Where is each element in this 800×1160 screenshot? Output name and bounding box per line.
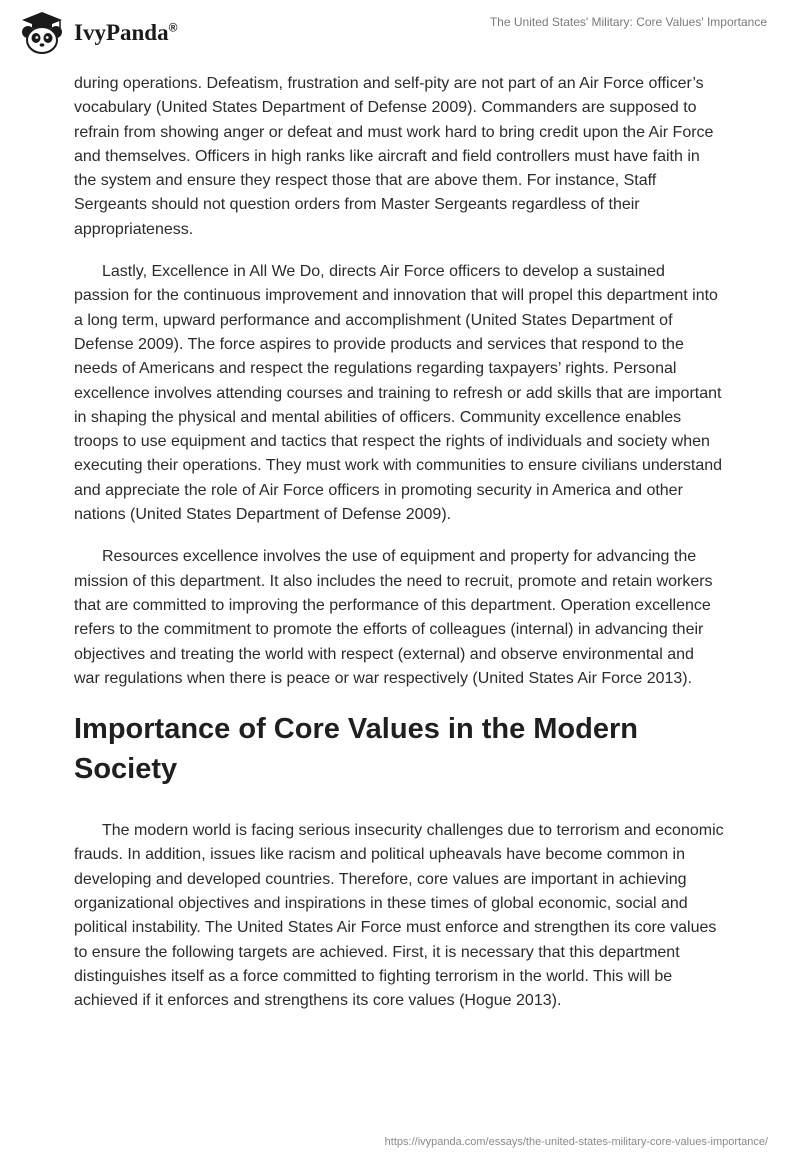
paragraph-1: during operations. Defeatism, frustration and self-pity are not part of an Air Force officer’s vocabulary (United States Department of Defense 2009). Commanders are supposed to refrain from showing anger or defeat and must work hard to bring credit upon the Air Force and themselves. Officers in high ranks like aircraft and field controllers must have faith in the system and ensure they respect those that are above them. For instance, Staff Sergeants should not question orders from Master Sergeants regardless of their appropriateness. [74, 75, 714, 238]
running-header-title: The United States' Military: Core Values' Importance [489, 15, 767, 29]
brand-name: IvyPanda [74, 20, 169, 45]
paragraph-4: The modern world is facing serious insecurity challenges due to terrorism and economic frauds. In addition, issues like racism and political upheavals have become common in developing and developed countries. Therefore, core values are important in achieving organizational objectives and inspirations in these times of global economic, social and political instability. The United States Air Force must enforce and strengthen its core values to ensure the following targets are achieved. First, it is necessary that this department distinguishes itself as a force committed to fighting terrorism in the world. This will be achieved if it enforces and strengthens its core values (Hogue 2013). [74, 822, 724, 1010]
brand-registered-mark: ® [168, 20, 178, 35]
footer-url[interactable]: https://ivypanda.com/essays/the-united-states-military-core-values-importance/ [384, 1136, 768, 1148]
essay-content [74, 72, 724, 1032]
brand-logo[interactable] [14, 10, 177, 56]
section-heading: Importance of Core Values in the Modern Society [74, 713, 638, 786]
paragraph-2: Lastly, Excellence in All We Do, directs Air Force officers to develop a sustained passion for the continuous improvement and innovation that will propel this department into a long term, upward performance and accomplishment (United States Department of Defense 2009). The force aspires to provide products and services that respond to the needs of Americans and respect the regulations regarding taxpayers’ rights. Personal excellence involves attending courses and training to refresh or add skills that are important in shaping the physical and mental abilities of officers. Community excellence enables troops to use equipment and tactics that respect the rights of individuals and society when executing their operations. They must work with communities to ensure civilians understand and appreciate the role of Air Force officers in promoting security in America and other nations (United States Department of Defense 2009). [74, 263, 723, 524]
paragraph-3: Resources excellence involves the use of equipment and property for advancing the mission of this department. It also includes the need to recruit, promote and retain workers that are committed to improving the performance of this department. Operation excellence refers to the commitment to promote the efforts of colleagues (internal) in advancing their objectives and treating the world with respect (external) and observe environmental and war regulations when there is peace or war respectively (United States Air Force 2013). [74, 548, 713, 687]
panda-logo-icon [14, 10, 70, 56]
